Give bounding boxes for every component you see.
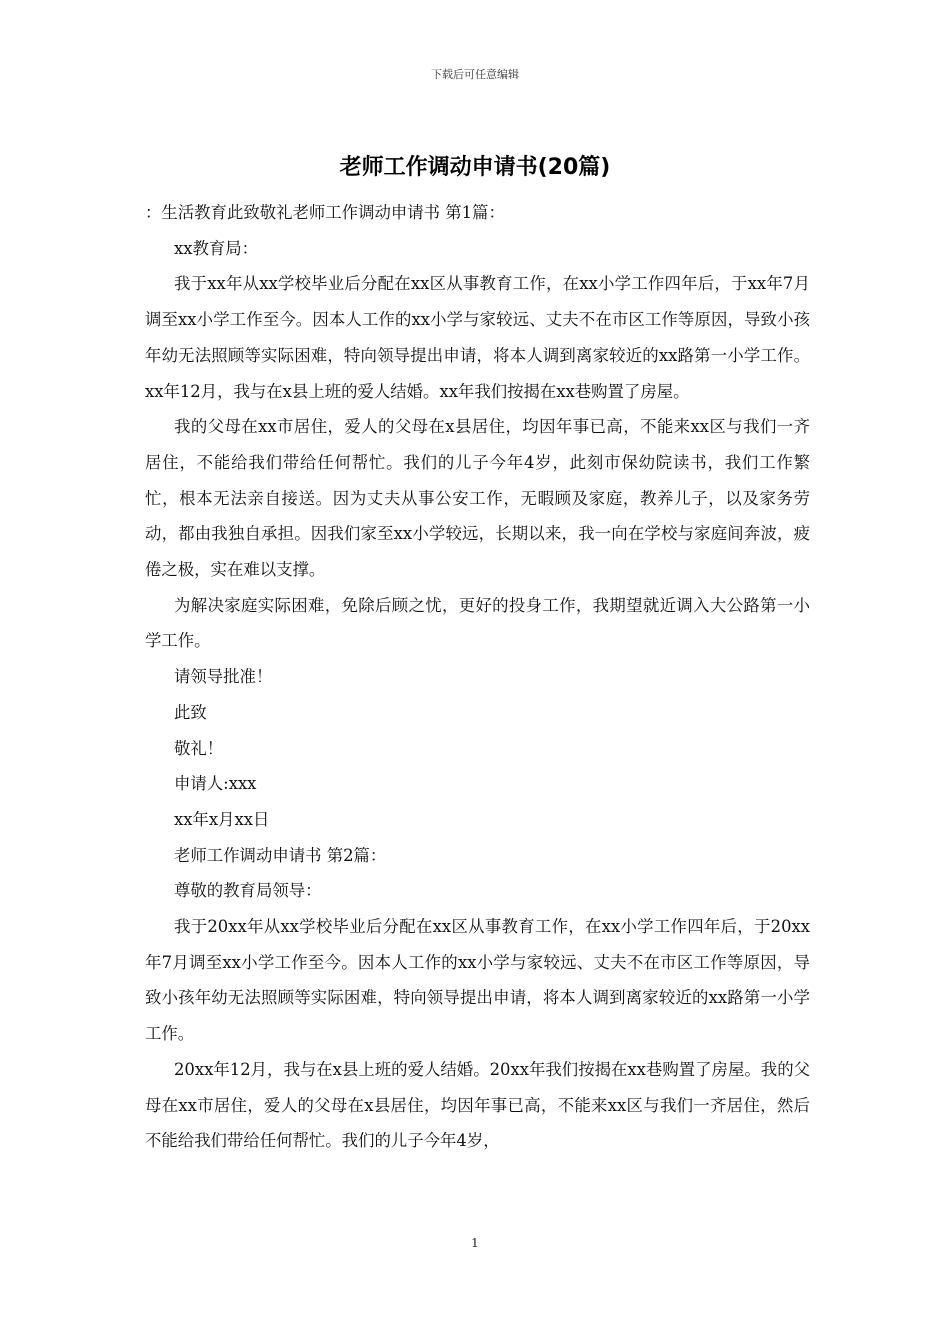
- paragraph: 我于20xx年从xx学校毕业后分配在xx区从事教育工作，在xx小学工作四年后，于20xx年7月调至xx小学工作至今。因本人工作的xx小学与家较远、丈夫不在市区工作等原因，导致小孩年幼无法照顾等实际困难，特向领导提出申请，将本人调到离家较近的xx路第一小学工作。: [145, 917, 810, 1044]
- paragraph: 20xx年12月，我与在x县上班的爱人结婚。20xx年我们按揭在xx巷购置了房屋。我的父母在xx市居住，爱人的父母在x县居住，均因年事已高，不能来xx区与我们一齐居住，然后不能给我们带给任何帮忙。我们的儿子今年4岁，: [145, 1059, 810, 1151]
- document-title: 老师工作调动申请书(20篇): [339, 155, 611, 180]
- closing-zhizhi: 此致: [174, 702, 207, 722]
- section-heading-2: 老师工作调动申请书 第2篇：: [174, 845, 387, 865]
- page-number: 1: [471, 1236, 479, 1250]
- paragraph: 我于xx年从xx学校毕业后分配在xx区从事教育工作，在xx小学工作四年后，于xx年7月调至xx小学工作至今。因本人工作的xx小学与家较远、丈夫不在市区工作等原因，导致小孩年幼无法照顾等实际困难，特向领导提出申请，将本人调到离家较近的xx路第一小学工作。xx年12月，我与在x县上班的爱人结婚。xx年我们按揭在xx巷购置了房屋。: [145, 274, 810, 401]
- document-body: [145, 195, 810, 1159]
- closing-request: 请领导批准！: [174, 667, 273, 687]
- paragraph: 为解决家庭实际困难，免除后顾之忧，更好的投身工作，我期望就近调入大公路第一小学工作。: [145, 595, 810, 651]
- applicant-signature: 申请人:xxx: [174, 774, 257, 794]
- header-note: 下载后可任意编辑: [431, 68, 519, 81]
- salutation-1: xx教育局：: [174, 238, 259, 258]
- paragraph-intro: ：生活教育此致敬礼老师工作调动申请书 第1篇：: [145, 203, 505, 222]
- closing-jingli: 敬礼！: [174, 738, 224, 758]
- date-line: xx年x月xx日: [174, 809, 270, 829]
- paragraph: 我的父母在xx市居住，爱人的父母在x县居住，均因年事已高，不能来xx区与我们一齐居住，不能给我们带给任何帮忙。我们的儿子今年4岁，此刻市保幼院读书，我们工作繁忙，根本无法亲自接送。因为丈夫从事公安工作，无暇顾及家庭，教养儿子，以及家务劳动，都由我独自承担。因我们家至xx小学较远，长期以来，我一向在学校与家庭间奔波，疲倦之极，实在难以支撑。: [145, 417, 810, 580]
- salutation-2: 尊敬的教育局领导：: [174, 881, 322, 901]
